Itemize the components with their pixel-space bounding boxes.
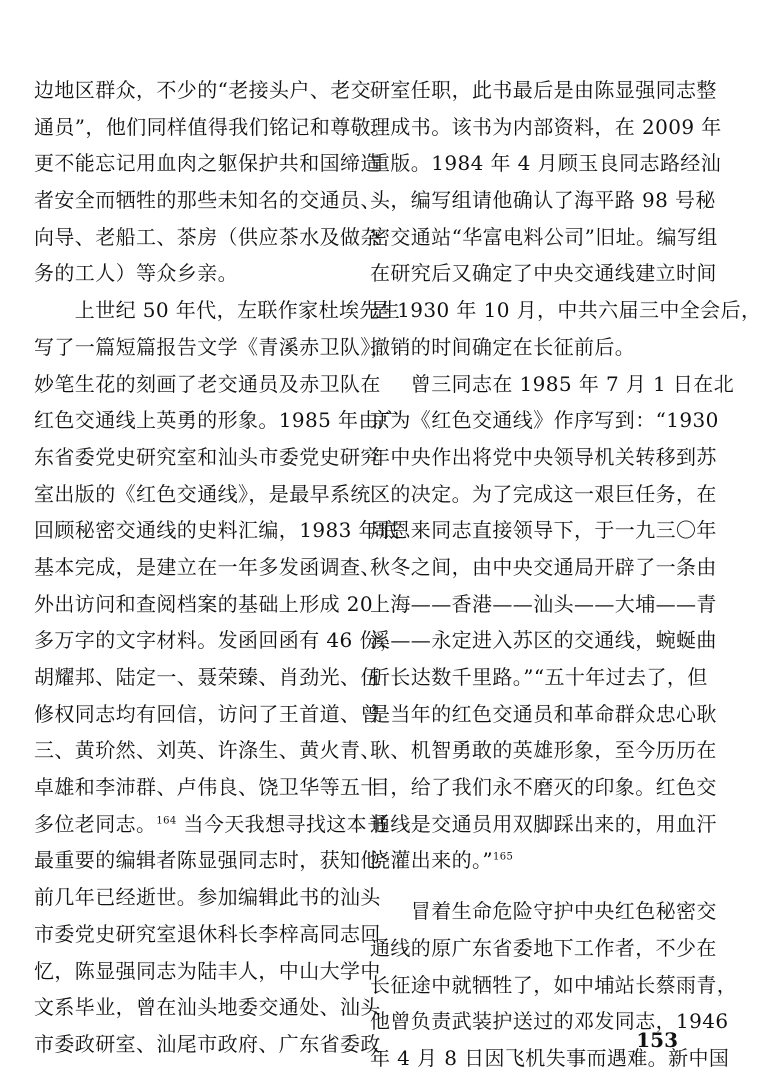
text-line: 妙笔生花的刻画了老交通员及赤卫队在 xyxy=(34,371,381,396)
text-line: 年 4 月 8 日因飞机失事而遇难。新中国 xyxy=(370,1045,730,1070)
text-line: 胡耀邦、陆定一、聂荣臻、肖劲光、伍 xyxy=(34,665,381,689)
text-line: 卓雄和李沛群、卢伟良、饶卫华等五十 xyxy=(34,775,381,800)
text-line-with-footnote xyxy=(370,842,670,879)
text-line: 重版。1984 年 4 月顾玉良同志路经汕 xyxy=(370,151,722,176)
footnote-marker: 165 xyxy=(493,851,514,863)
text-line: 研室任职，此书最后是由陈显强同志整 xyxy=(370,78,717,102)
text-line: 耿、机智勇敢的英雄形象，至今历历在 xyxy=(370,738,717,763)
text-line: 曾三同志在 1985 年 7 月 1 日在北 xyxy=(370,371,735,396)
text-line: 秋冬之间，由中央交通局开辟了一条由 xyxy=(370,554,717,579)
text-line: 外出访问和查阅档案的基础上形成 20 xyxy=(34,591,374,616)
text-line: 写了一篇短篇报告文学《青溪赤卫队》， xyxy=(34,334,392,359)
text-line: 目，给了我们永不磨灭的印象。红色交 xyxy=(370,775,717,800)
text-line: 室出版的《红色交通线》，是最早系统 xyxy=(34,481,371,506)
text-line: 区的决定。为了完成这一艰巨任务，在 xyxy=(370,481,717,506)
text-line: 东省委党史研究室和汕头市委党史研究 xyxy=(34,444,381,469)
text-line: 市委党史研究室退休科长李梓高同志回 xyxy=(34,921,381,946)
text-line: 通线的原广东省委地下工作者，不少在 xyxy=(370,935,717,960)
text-line-with-footnote xyxy=(34,806,388,843)
text-line: 通线是交通员用双脚踩出来的，用血汗 xyxy=(370,811,717,836)
text-line: 撤销的时间确定在长征前后。 xyxy=(370,334,636,359)
left-text-column xyxy=(34,72,401,1063)
text-line: 头，编写组请他确认了海平路 98 号秘 xyxy=(370,188,716,213)
text-line: 冒着生命危险守护中央红色秘密交 xyxy=(370,899,717,924)
text-line: 忆，陈显强同志为陆丰人，中山大学中 xyxy=(34,958,381,983)
text-line: 向导、老船工、茶房（供应茶水及做杂 xyxy=(34,224,381,249)
text-line: 修权同志均有回信，访问了王首道、曾 xyxy=(34,701,381,726)
text-fragment: 多位老同志。 xyxy=(34,811,157,836)
text-line: 在研究后又确定了中央交通线建立时间 xyxy=(370,261,717,286)
text-line: 上世纪 50 年代，左联作家杜埃先生 xyxy=(34,298,401,323)
text-line: 理成书。该书为内部资料，在 2009 年 xyxy=(370,114,722,139)
text-line: 前几年已经逝世。参加编辑此书的汕头 xyxy=(34,885,381,910)
text-line: 周恩来同志直接领导下，于一九三〇年 xyxy=(370,518,717,543)
right-text-column xyxy=(370,72,761,1077)
text-line: 更不能忘记用血肉之躯保护共和国缔造 xyxy=(34,151,381,176)
text-line: 通员”，他们同样值得我们铭记和尊敬。 xyxy=(34,114,392,139)
text-line: 文系毕业，曾在汕头地委交通处、汕头 xyxy=(34,995,381,1020)
text-line: 回顾秘密交通线的史料汇编，1983 年底 xyxy=(34,518,400,543)
text-line: 市委政研室、汕尾市政府、广东省委政 xyxy=(34,1031,381,1056)
text-fragment: 当今天我想寻找这本书 xyxy=(183,811,388,836)
footnote-marker: 164 xyxy=(156,815,177,827)
text-line: 边地区群众，不少的“老接头户、老交 xyxy=(34,78,372,102)
text-line: 密交通站“华富电料公司”旧址。编写组 xyxy=(370,224,718,249)
page-number: 153 xyxy=(636,1028,678,1052)
text-line: 基本完成，是建立在一年多发函调查、 xyxy=(34,554,381,579)
text-line: 他曾负责武装护送过的邓发同志，1946 xyxy=(370,1009,729,1034)
text-line: 务的工人）等众乡亲。 xyxy=(34,261,238,286)
text-line: 三、黄玠然、刘英、许涤生、黄火青、 xyxy=(34,738,381,763)
text-line: 多万字的文字材料。发函回函有 46 份， xyxy=(34,628,401,653)
text-line: 折长达数千里路。”“五十年过去了，但 xyxy=(370,665,708,689)
text-line: 最重要的编辑者陈显强同志时，获知他 xyxy=(34,848,381,873)
paragraph-gap xyxy=(370,879,670,893)
text-line: 是当年的红色交通员和革命群众忠心耿 xyxy=(370,701,717,726)
text-line: 者安全而牺牲的那些未知名的交通员、 xyxy=(34,188,381,213)
text-line: 长征途中就牺牲了，如中埔站长蔡雨青， xyxy=(370,972,738,997)
text-fragment: 浇灌出来的。” xyxy=(370,848,494,873)
text-line: 红色交通线上英勇的形象。1985 年由广 xyxy=(34,408,400,433)
text-line: 京为《红色交通线》作序写到：“1930 xyxy=(370,408,719,433)
text-line: 溪——永定进入苏区的交通线，蜿蜒曲 xyxy=(370,628,717,653)
text-line: 年中央作出将党中央领导机关转移到苏 xyxy=(370,444,717,469)
text-line: 是 1930 年 10 月，中共六届三中全会后， xyxy=(370,298,761,323)
text-line: 上海——香港——汕头——大埔——青 xyxy=(370,591,717,616)
